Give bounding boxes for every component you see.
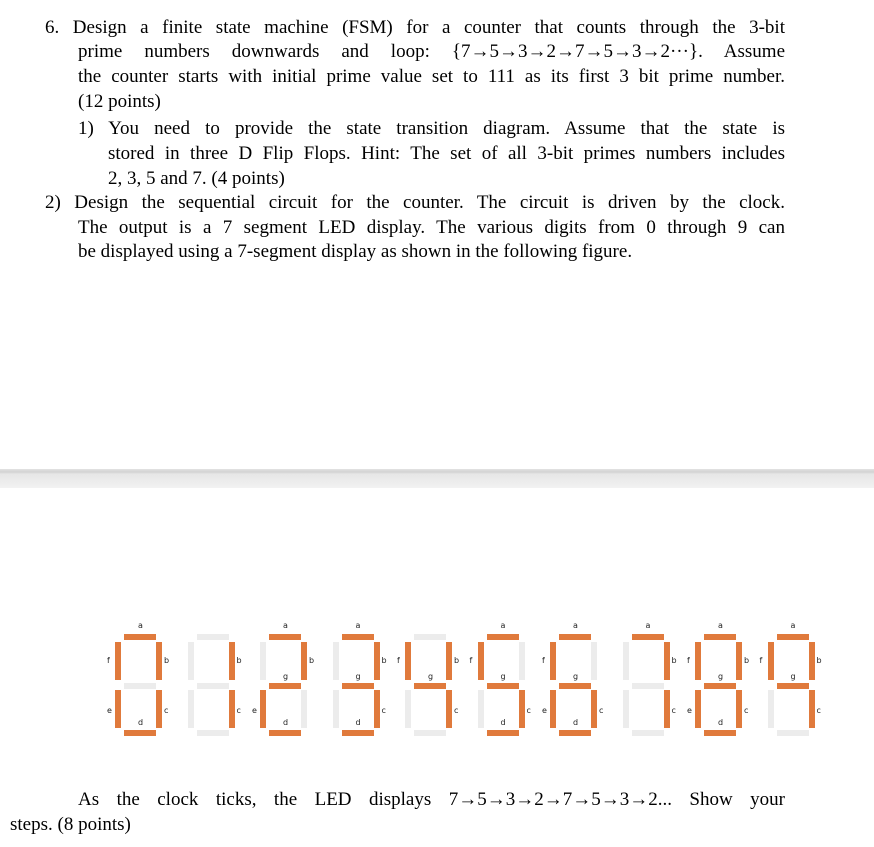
segment-label-g: g (718, 672, 724, 681)
segment-a (269, 634, 301, 640)
segment-c (591, 690, 597, 728)
segment-b (591, 642, 597, 680)
segment-d (342, 730, 374, 736)
segment-label-g: g (428, 672, 434, 681)
segment-c (229, 690, 235, 728)
segment-d (704, 730, 736, 736)
segment-e (188, 690, 194, 728)
segment-label-c: c (454, 706, 459, 715)
segment-label-b: b (381, 656, 387, 665)
segment-e (550, 690, 556, 728)
segment-label-d: d (138, 718, 144, 727)
segment-d (414, 730, 446, 736)
segment-f (623, 642, 629, 680)
segment-g (414, 683, 446, 689)
segment-label-b: b (164, 656, 170, 665)
segment-f (405, 642, 411, 680)
segment-f (695, 642, 701, 680)
segment-label-a: a (573, 621, 578, 630)
segment-label-c: c (236, 706, 241, 715)
segment-e (260, 690, 266, 728)
segment-c (736, 690, 742, 728)
segment-c (301, 690, 307, 728)
segment-g (342, 683, 374, 689)
segment-label-b: b (816, 656, 822, 665)
segment-f (478, 642, 484, 680)
seven-segment-digit-8 (685, 620, 755, 750)
segment-d (269, 730, 301, 736)
segment-d (632, 730, 664, 736)
segment-label-c: c (599, 706, 604, 715)
segment-b (156, 642, 162, 680)
segment-f (333, 642, 339, 680)
segment-c (446, 690, 452, 728)
segment-label-e: e (687, 706, 692, 715)
footer-line-2: steps. (8 points) (10, 814, 131, 835)
segment-c (374, 690, 380, 728)
segment-a (632, 634, 664, 640)
segment-label-f: f (469, 656, 473, 665)
segment-b (519, 642, 525, 680)
segment-label-f: f (542, 656, 545, 665)
segment-label-b: b (309, 656, 315, 665)
segment-e (623, 690, 629, 728)
segment-b (664, 642, 670, 680)
segment-label-d: d (573, 718, 579, 727)
segment-g (777, 683, 809, 689)
segment-label-f: f (687, 656, 690, 665)
segment-c (664, 690, 670, 728)
segment-label-g: g (573, 672, 579, 681)
segment-a (197, 634, 229, 640)
segment-f (768, 642, 774, 680)
segment-label-a: a (645, 621, 651, 630)
segment-g (487, 683, 519, 689)
segment-f (550, 642, 556, 680)
part1-line-1: 1) You need to provide the state transition diagram. Assume that the state is (78, 118, 785, 139)
segment-f (188, 642, 194, 680)
segment-label-g: g (790, 672, 796, 681)
question-line-2: prime numbers downwards and loop: {7→5→3→2→7→5→3→2···}. Assume (78, 41, 785, 62)
segment-g (704, 683, 736, 689)
segment-label-g: g (500, 672, 506, 681)
segment-g (632, 683, 664, 689)
segment-label-e: e (252, 706, 257, 715)
segment-label-a: a (500, 621, 506, 630)
segment-d (777, 730, 809, 736)
segment-f (115, 642, 121, 680)
segment-b (736, 642, 742, 680)
seven-segment-digit-0 (105, 620, 175, 750)
segment-c (809, 690, 815, 728)
seven-segment-digit-9 (758, 620, 828, 750)
segment-c (519, 690, 525, 728)
segment-e (333, 690, 339, 728)
segment-label-c: c (671, 706, 676, 715)
segment-label-a: a (790, 621, 796, 630)
part2-line-3: be displayed using a 7-segment display as shown in the following figure. (78, 241, 633, 262)
segment-b (229, 642, 235, 680)
seven-segment-digit-5 (468, 620, 538, 750)
question-points: (12 points) (78, 91, 161, 112)
segment-b (374, 642, 380, 680)
segment-b (446, 642, 452, 680)
segment-label-b: b (744, 656, 750, 665)
segment-c (156, 690, 162, 728)
segment-label-a: a (355, 621, 361, 630)
seven-segment-digit-7 (613, 620, 683, 750)
seven-segment-digit-4 (395, 620, 465, 750)
segment-a (414, 634, 446, 640)
segment-label-c: c (381, 706, 386, 715)
segment-label-f: f (759, 656, 763, 665)
segment-e (115, 690, 121, 728)
segment-label-g: g (283, 672, 289, 681)
segment-label-c: c (744, 706, 749, 715)
segment-label-b: b (454, 656, 460, 665)
segment-label-f: f (107, 656, 110, 665)
segment-label-d: d (283, 718, 289, 727)
seven-segment-digit-1 (178, 620, 248, 750)
segment-f (260, 642, 266, 680)
segment-d (487, 730, 519, 736)
segment-label-a: a (138, 621, 143, 630)
segment-g (124, 683, 156, 689)
segment-g (269, 683, 301, 689)
segment-label-a: a (718, 621, 723, 630)
segment-a (342, 634, 374, 640)
segment-a (559, 634, 591, 640)
segment-g (559, 683, 591, 689)
seven-segment-digit-3 (323, 620, 393, 750)
segment-e (405, 690, 411, 728)
segment-label-d: d (500, 718, 506, 727)
segment-d (559, 730, 591, 736)
segment-label-d: d (355, 718, 361, 727)
segment-e (478, 690, 484, 728)
segment-a (124, 634, 156, 640)
segment-label-a: a (283, 621, 288, 630)
seven-segment-digit-6 (540, 620, 610, 750)
part2-line-2: The output is a 7 segment LED display. The various digits from 0 through 9 can (78, 217, 785, 238)
segment-a (704, 634, 736, 640)
segment-label-c: c (164, 706, 169, 715)
segment-label-b: b (671, 656, 677, 665)
part1-line-3: 2, 3, 5 and 7. (4 points) (108, 168, 285, 189)
segment-a (777, 634, 809, 640)
segment-d (124, 730, 156, 736)
segment-label-c: c (526, 706, 531, 715)
segment-label-g: g (355, 672, 361, 681)
question-line-1: 6. Design a finite state machine (FSM) for a counter that counts through the 3-bit (45, 17, 785, 38)
question-line-3: the counter starts with initial prime value set to 111 as its first 3 bit prime number. (78, 66, 785, 87)
segment-e (695, 690, 701, 728)
page-divider (0, 469, 874, 488)
seven-segment-digit-2 (250, 620, 320, 750)
segment-b (301, 642, 307, 680)
segment-label-c: c (816, 706, 821, 715)
part2-line-1: 2) Design the sequential circuit for the counter. The circuit is driven by the clock. (45, 192, 785, 213)
segment-label-e: e (542, 706, 547, 715)
segment-label-d: d (718, 718, 724, 727)
segment-b (809, 642, 815, 680)
segment-e (768, 690, 774, 728)
footer-line-1: As the clock ticks, the LED displays 7→5→3→2→7→5→3→2... Show your (78, 789, 785, 810)
segment-label-e: e (107, 706, 112, 715)
segment-label-b: b (236, 656, 242, 665)
segment-a (487, 634, 519, 640)
segment-d (197, 730, 229, 736)
segment-label-f: f (397, 656, 400, 665)
segment-g (197, 683, 229, 689)
part1-line-2: stored in three D Flip Flops. Hint: The set of all 3-bit primes numbers includes (108, 143, 785, 164)
